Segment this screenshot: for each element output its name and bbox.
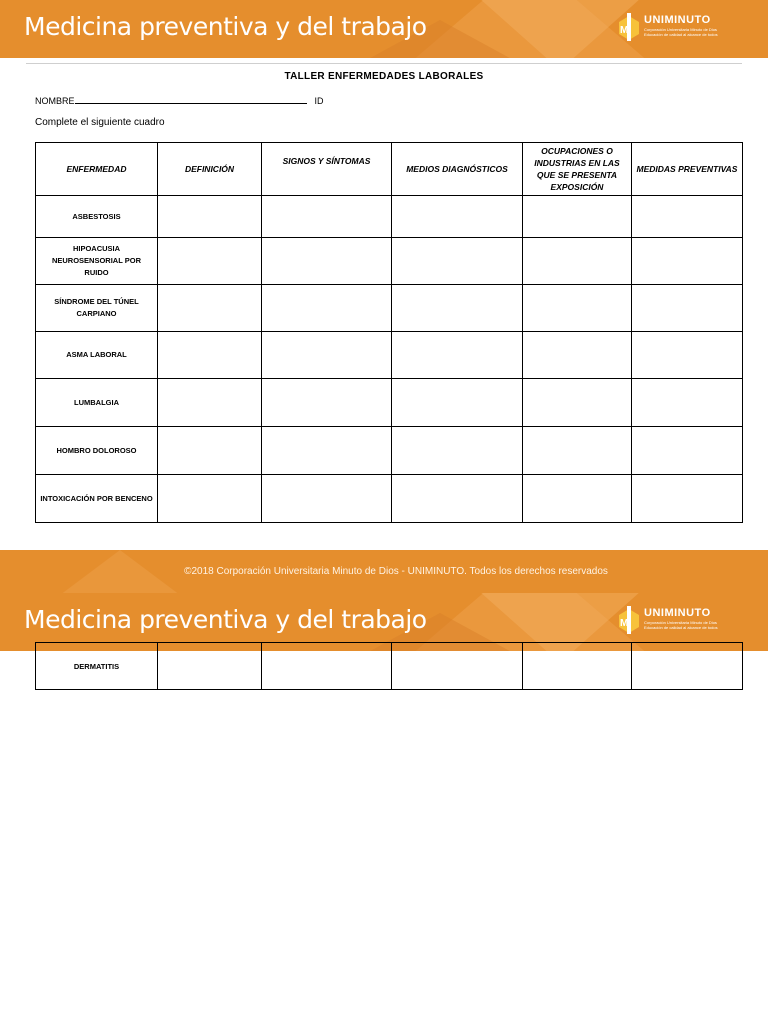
header-ocupaciones: OCUPACIONES O INDUSTRIAS EN LAS QUE SE PRESENTA EXPOSICIÓN	[523, 143, 632, 196]
table-cell	[523, 285, 632, 332]
table-cell	[523, 475, 632, 523]
table-cell	[632, 238, 743, 285]
nombre-blank-line	[75, 94, 307, 104]
table-row	[36, 238, 743, 285]
header-medidas: MEDIDAS PREVENTIVAS	[632, 143, 743, 196]
table-cell	[158, 285, 262, 332]
logo-tagline: Corporación Universitaria Minuto de Dios Educación de calidad al alcance de todos	[644, 27, 718, 37]
table-row	[36, 475, 743, 523]
table-header-row	[36, 143, 743, 196]
table-cell	[262, 238, 392, 285]
logo-name: UNIMINUTO	[644, 607, 711, 619]
uniminuto-logo-mark-icon	[616, 605, 642, 635]
name-field	[35, 94, 324, 106]
disease-name: LUMBALGIA	[36, 379, 158, 427]
disease-name: ASMA LABORAL	[36, 332, 158, 379]
disease-name: INTOXICACIÓN POR BENCENO	[36, 475, 158, 523]
disease-name: SÍNDROME DEL TÚNEL CARPIANO	[36, 285, 158, 332]
table-cell	[392, 285, 523, 332]
table-cell	[523, 196, 632, 238]
banner-title: Medicina preventiva y del trabajo	[24, 605, 427, 634]
svg-text:M: M	[620, 25, 629, 36]
table-cell	[632, 285, 743, 332]
uniminuto-logo	[616, 10, 740, 46]
table-cell	[158, 475, 262, 523]
table-cell	[158, 238, 262, 285]
table-cell	[392, 475, 523, 523]
table-cell	[392, 427, 523, 475]
nombre-label: NOMBRE	[35, 96, 75, 106]
table-cell	[262, 332, 392, 379]
table-cell	[158, 427, 262, 475]
table-cell	[632, 196, 743, 238]
disease-name: HOMBRO DOLOROSO	[36, 427, 158, 475]
uniminuto-logo-mark-icon	[616, 12, 642, 42]
table-cell	[262, 475, 392, 523]
header-medios: MEDIOS DIAGNÓSTICOS	[392, 143, 523, 196]
logo-tagline: Corporación Universitaria Minuto de Dios Educación de calidad al alcance de todos	[644, 620, 718, 630]
header-divider	[26, 63, 742, 64]
table-cell	[262, 285, 392, 332]
instruction-text: Complete el siguiente cuadro	[35, 117, 165, 128]
table-cell	[632, 332, 743, 379]
table-cell	[262, 379, 392, 427]
table-cell	[158, 643, 262, 690]
disease-table	[35, 142, 743, 523]
id-label: ID	[314, 96, 324, 106]
uniminuto-logo	[616, 603, 740, 639]
footer-banner	[0, 550, 768, 593]
table-cell	[632, 379, 743, 427]
footer-copyright: ©2018 Corporación Universitaria Minuto de Dios - UNIMINUTO. Todos los derechos reservados	[184, 566, 608, 577]
table-cell	[392, 196, 523, 238]
logo-name: UNIMINUTO	[644, 14, 711, 26]
table-cell	[262, 643, 392, 690]
table-cell	[523, 427, 632, 475]
table-cell	[392, 332, 523, 379]
table-cell	[632, 427, 743, 475]
disease-table-continued	[35, 642, 743, 690]
table-cell	[632, 475, 743, 523]
document-title: TALLER ENFERMEDADES LABORALES	[284, 71, 484, 82]
table-cell	[392, 238, 523, 285]
table-row	[36, 285, 743, 332]
disease-name: HIPOACUSIA NEUROSENSORIAL POR RUIDO	[36, 238, 158, 285]
header-banner	[0, 0, 768, 58]
svg-text:M: M	[620, 618, 629, 629]
table-row	[36, 196, 743, 238]
table-row	[36, 427, 743, 475]
table-cell	[262, 427, 392, 475]
table-cell	[392, 379, 523, 427]
table-row	[36, 332, 743, 379]
table-cell	[523, 332, 632, 379]
banner-title: Medicina preventiva y del trabajo	[24, 12, 427, 41]
table-cell	[262, 196, 392, 238]
table-cell	[392, 643, 523, 690]
disease-name: ASBESTOSIS	[36, 196, 158, 238]
table-row	[36, 643, 743, 690]
table-cell	[523, 643, 632, 690]
disease-name: DERMATITIS	[36, 643, 158, 690]
header-signos: SIGNOS Y SÍNTOMAS	[262, 143, 392, 196]
header-enfermedad: ENFERMEDAD	[36, 143, 158, 196]
table-cell	[523, 238, 632, 285]
table-row	[36, 379, 743, 427]
header-definicion: DEFINICIÓN	[158, 143, 262, 196]
table-cell	[158, 379, 262, 427]
table-cell	[158, 196, 262, 238]
table-cell	[158, 332, 262, 379]
table-cell	[523, 379, 632, 427]
table-cell	[632, 643, 743, 690]
